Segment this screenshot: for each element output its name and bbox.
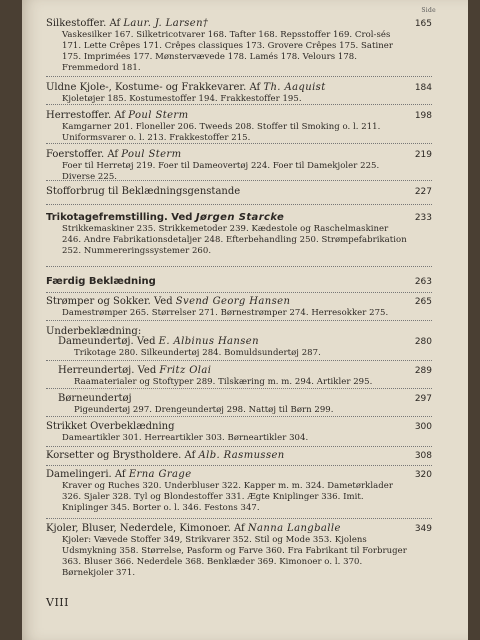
toc-entry-dameundertoej [58, 336, 432, 359]
entry-description: Trikotage 280. Silkeundertøj 284. Bomuldsundertøj 287. [74, 348, 321, 358]
page-number: 308 [414, 451, 432, 461]
toc-entry-herreundertoej [58, 365, 432, 388]
entry-description: Kraver og Ruches 320. Underbluser 322. Kapper m. m. 324. Dametørklader 326. Sjaler 328. Tyl og Blondestoffer 331. Ægte Kniplinger 336. Imit. Kniplinger 345. Borter o. l. 346. Festons 347. [62, 481, 393, 513]
dotted-separator [46, 360, 432, 361]
page-number: 184 [414, 83, 432, 93]
toc-entry-trikotagefremstilling [46, 212, 432, 257]
toc-entry-strikket-overbeklaedning [46, 421, 432, 444]
dotted-separator [46, 320, 432, 321]
toc-entry-damelingeri [46, 469, 432, 514]
entry-description: Pigeundertøj 297. Drengeundertøj 298. Nattøj til Børn 299. [74, 405, 334, 415]
page-number: 280 [414, 337, 432, 347]
page-number: 233 [414, 213, 432, 223]
dotted-separator [46, 446, 432, 447]
page-number: 349 [414, 524, 432, 534]
entry-heading: Stofforbrug til Beklædningsgenstande [46, 186, 241, 197]
entry-heading: Underbeklædning: [46, 326, 142, 337]
side-column-label: Side [421, 7, 436, 14]
entry-description: Damestrømper 265. Størrelser 271. Børnestrømper 274. Herresokker 275. [62, 308, 389, 318]
entry-heading: Herreundertøj. Ved Fritz Olai [58, 365, 212, 376]
author-name: Th. Aaquist [263, 82, 326, 93]
entry-description: Vaskesilker 167. Silketricotvarer 168. Tafter 168. Repsstoffer 169. Crol-sés 171. Lette Crêpes 171. Crêpes classiques 173. Grovere Crêpes 175. Satiner 175. Imprimées 177. Mønstervævede 178. Lamés 178. Velours 178. Fremmedord 181. [62, 30, 393, 73]
author-name: Poul Sterm [128, 110, 189, 121]
dotted-separator [46, 292, 432, 293]
entry-description: Raamaterialer og Stoftyper 289. Tilskæring m. m. 294. Artikler 295. [74, 377, 373, 387]
dotted-separator [46, 104, 432, 105]
entry-heading: Dameundertøj. Ved E. Albinus Hansen [58, 336, 259, 347]
page-number: 300 [414, 422, 432, 432]
toc-entry-faerdig-beklaedning [46, 276, 432, 288]
entry-heading: Børneundertøj [58, 393, 132, 404]
entry-heading: Foerstoffer. Af Poul Sterm [46, 149, 182, 160]
author-name: Laur. J. Larsen† [123, 18, 209, 29]
page-number: 263 [414, 277, 432, 287]
toc-entry-boerneundertoej [58, 393, 432, 416]
page-folio: VIII [46, 596, 69, 609]
entry-heading: Strikket Overbeklædning [46, 421, 175, 432]
entry-heading: Damelingeri. Af Erna Grage [46, 469, 192, 480]
entry-heading: Strømper og Sokker. Ved Svend Georg Hansen [46, 296, 291, 307]
page-number: 297 [414, 394, 432, 404]
page-number: 219 [414, 150, 432, 160]
entry-heading: Trikotagefremstilling. Ved Jørgen Starcke [46, 212, 285, 223]
book-page [22, 0, 468, 640]
toc-entry-herrestoffer [46, 110, 432, 144]
toc-entry-stroemper [46, 296, 432, 319]
author-name: Jørgen Starcke [195, 212, 285, 223]
entry-heading: Korsetter og Brystholdere. Af Alb. Rasmussen [46, 450, 285, 461]
entry-description: Dameartikler 301. Herreartikler 303. Børneartikler 304. [62, 433, 309, 443]
page-number: 227 [414, 187, 432, 197]
author-name: Erna Grage [128, 469, 192, 480]
author-name: Alb. Rasmussen [198, 450, 285, 461]
author-name: Nanna Langballe [247, 523, 341, 534]
page-number: 198 [414, 111, 432, 121]
toc-entry-stofforbrug [46, 186, 432, 198]
toc-entry-kjoler [46, 523, 432, 579]
entry-heading: Herrestoffer. Af Poul Sterm [46, 110, 189, 121]
dotted-separator [46, 180, 432, 181]
page-number: 289 [414, 366, 432, 376]
dotted-separator [46, 143, 432, 144]
entry-heading: Kjoler, Bluser, Nederdele, Kimonoer. Af Nanna Langballe [46, 523, 341, 534]
dotted-separator [46, 266, 432, 267]
toc-entry-uldne-kjole [46, 82, 432, 105]
entry-heading: Færdig Beklædning [46, 276, 156, 287]
dotted-separator [46, 465, 432, 466]
page-number: 165 [414, 19, 432, 29]
dotted-separator [46, 204, 432, 205]
dotted-separator [46, 76, 432, 77]
entry-heading: Uldne Kjole-, Kostume- og Frakkevarer. Af Th. Aaquist [46, 82, 326, 93]
page-number: 320 [414, 470, 432, 480]
dotted-separator [46, 416, 432, 417]
toc-entry-foerstoffer [46, 149, 432, 183]
entry-description: Kjoletøjer 185. Kostumestoffer 194. Frakkestoffer 195. [62, 94, 302, 104]
entry-description: Foer til Herretøj 219. Foer til Dameovertøj 224. Foer til Damekjoler 225. Diverse 225. [62, 161, 380, 182]
author-name: E. Albinus Hansen [158, 336, 259, 347]
author-name: Svend Georg Hansen [175, 296, 291, 307]
toc-entry-korsetter [46, 450, 432, 462]
entry-description: Kjoler: Vævede Stoffer 349, Strikvarer 352. Stil og Mode 353. Kjolens Udsmykning 358. Størrelse, Pasform og Farve 360. Fra Fabrikant til Forbruger 363. Bluser 366. Nederdele 368. Benklæder 369. Kimonoer o. l. 370. Børnekjoler 371. [62, 535, 407, 578]
toc-entry-silkestoffer [46, 18, 432, 74]
author-name: Fritz Olai [159, 365, 212, 376]
dotted-separator [46, 388, 432, 389]
entry-heading: Silkestoffer. Af Laur. J. Larsen† [46, 18, 209, 29]
entry-description: Kamgarner 201. Floneller 206. Tweeds 208. Stoffer til Smoking o. l. 211. Uniformsvarer o. l. 213. Frakkestoffer 215. [62, 122, 381, 143]
page-number: 265 [414, 297, 432, 307]
entry-description: Strikkemaskiner 235. Strikkemetoder 239. Kædestole og Raschelmaskiner 246. Andre Fabrikationsdetaljer 248. Efterbehandling 250. Strømpefabrikation 252. Nummereringssystemer 260. [62, 224, 407, 256]
dotted-separator [46, 518, 432, 519]
author-name: Poul Sterm [121, 149, 182, 160]
